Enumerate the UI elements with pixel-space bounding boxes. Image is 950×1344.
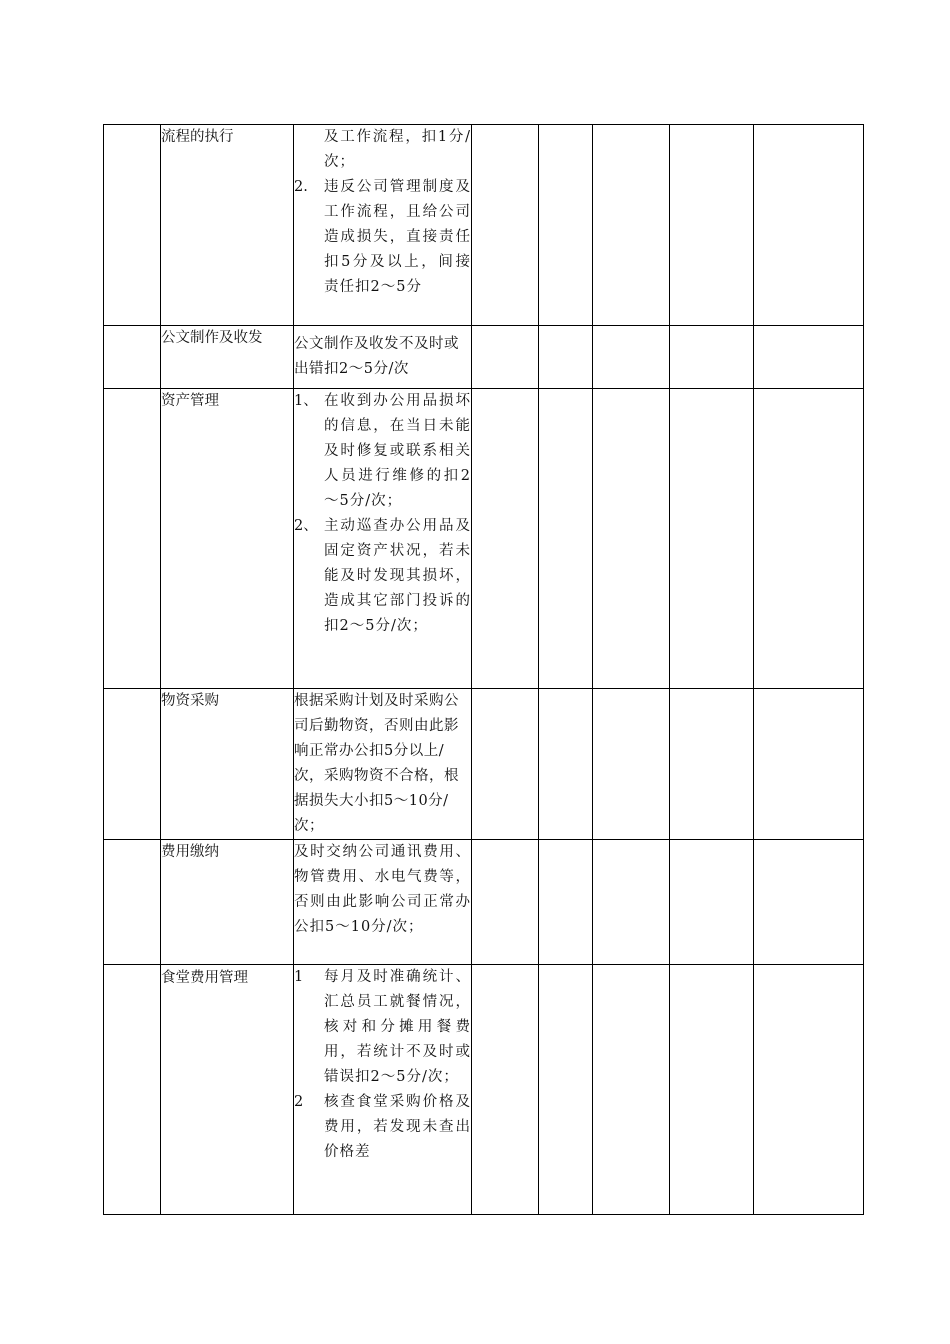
item-label: 食堂费用管理 (161, 970, 248, 986)
empty-cell (472, 965, 539, 1215)
empty-cell (104, 689, 161, 840)
empty-cell (539, 389, 593, 689)
empty-cell (670, 326, 754, 389)
empty-cell (670, 389, 754, 689)
empty-cell (754, 326, 864, 389)
empty-cell (539, 840, 593, 965)
list-text: 每月及时准确统计、汇总员工就餐情况，核对和分摊用餐费用，若统计不及时或错误扣2～5分/次； (324, 969, 471, 1085)
table-row (104, 965, 864, 1215)
item-cell (161, 326, 294, 389)
criteria-text: 根据采购计划及时采购公司后勤物资，否则由此影响正常办公扣5分以上/次，采购物资不合格，根据损失大小扣5～10分/次； (294, 693, 459, 834)
criteria-cell (294, 840, 472, 965)
item-label: 物资采购 (161, 693, 219, 709)
empty-cell (593, 125, 670, 326)
list-text: 主动巡查办公用品及固定资产状况，若未能及时发现其损坏，造成其它部门投诉的扣2～5分/次； (324, 518, 471, 634)
list-number: 2 (294, 1094, 304, 1110)
criteria-text: 及时交纳公司通讯费用、物管费用、水电气费等，否则由此影响公司正常办公扣5～10分/次； (294, 844, 471, 935)
empty-cell (754, 965, 864, 1215)
list-item (294, 175, 471, 300)
item-label: 资产管理 (161, 393, 219, 409)
list-text: 在收到办公用品损坏的信息，在当日未能及时修复或联系相关人员进行维修的扣2～5分/次； (324, 393, 471, 509)
criteria-cell (294, 125, 472, 326)
list-item (294, 514, 471, 639)
empty-cell (104, 326, 161, 389)
table-row (104, 326, 864, 389)
criteria-text: 公文制作及收发不及时或出错扣2～5分/次 (294, 336, 459, 377)
list-number: 1 (294, 969, 304, 985)
criteria-cell (294, 389, 472, 689)
empty-cell (593, 326, 670, 389)
item-cell (161, 125, 294, 326)
empty-cell (472, 689, 539, 840)
list-text: 核查食堂采购价格及费用，若发现未查出价格差 (324, 1094, 471, 1160)
list-number: 2. (294, 179, 308, 195)
evaluation-table (103, 124, 864, 1215)
empty-cell (539, 326, 593, 389)
table-row (104, 389, 864, 689)
empty-cell (539, 689, 593, 840)
empty-cell (593, 689, 670, 840)
criteria-cell (294, 326, 472, 389)
empty-cell (539, 125, 593, 326)
item-label: 公文制作及收发 (161, 330, 263, 346)
item-label: 流程的执行 (161, 129, 234, 145)
item-cell (161, 840, 294, 965)
empty-cell (472, 125, 539, 326)
empty-cell (754, 689, 864, 840)
empty-cell (104, 965, 161, 1215)
empty-cell (670, 965, 754, 1215)
empty-cell (754, 840, 864, 965)
item-cell (161, 389, 294, 689)
list-number: 1、 (294, 393, 318, 409)
empty-cell (593, 965, 670, 1215)
empty-cell (104, 840, 161, 965)
empty-cell (104, 389, 161, 689)
empty-cell (670, 125, 754, 326)
list-number: 2、 (294, 518, 318, 534)
empty-cell (670, 689, 754, 840)
empty-cell (472, 840, 539, 965)
empty-cell (104, 125, 161, 326)
item-cell (161, 965, 294, 1215)
table-row (104, 125, 864, 326)
table-row (104, 689, 864, 840)
table-row (104, 840, 864, 965)
empty-cell (670, 840, 754, 965)
empty-cell (472, 326, 539, 389)
empty-cell (593, 840, 670, 965)
item-label: 费用缴纳 (161, 844, 219, 860)
empty-cell (472, 389, 539, 689)
empty-cell (754, 125, 864, 326)
empty-cell (593, 389, 670, 689)
list-text: 违反公司管理制度及工作流程，且给公司造成损失，直接责任扣5分及以上，间接责任扣2～5分 (324, 179, 471, 295)
criteria-cell (294, 689, 472, 840)
list-item (294, 965, 471, 1090)
list-item (294, 1090, 471, 1165)
item-cell (161, 689, 294, 840)
list-item (294, 389, 471, 514)
empty-cell (754, 389, 864, 689)
criteria-continuation: 及工作流程，扣1分/次； (324, 129, 471, 170)
empty-cell (539, 965, 593, 1215)
criteria-cell (294, 965, 472, 1215)
